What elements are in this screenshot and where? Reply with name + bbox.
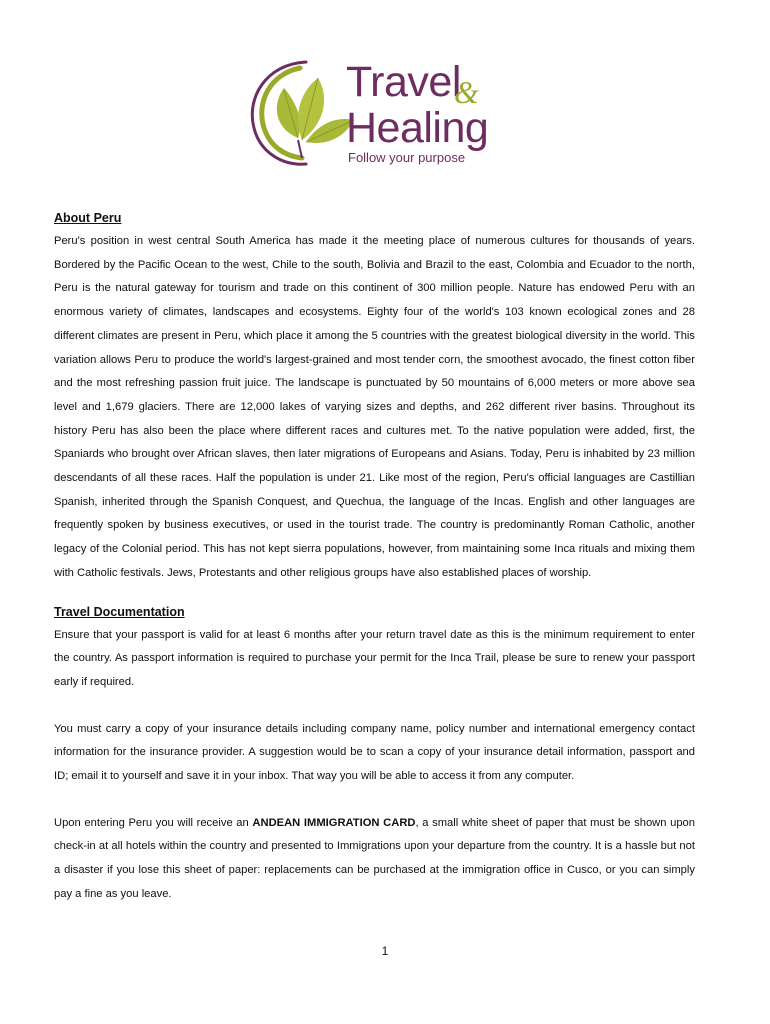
passport-paragraph: Ensure that your passport is valid for at least 6 months after your return travel date as this is the minimum requirement to enter the country. As passport information is required to purchase your permit for the Inca Trail, please be sure to renew your passport early if required.	[54, 628, 695, 688]
immigration-card-term: ANDEAN IMMIGRATION CARD	[252, 816, 416, 829]
about-peru-paragraph: Peru's position in west central South America has made it the meeting place of numerous cultures for thousands of years. Bordered by the Pacific Ocean to the west, Chile to the south, Bolivia and Brazil to the east, Colombia and Ecuador to the north, Peru is the natural gateway for tourism and trade on this continent of 300 million people. Nature has endowed Peru with an enormous variety of climates, landscapes and ecosystems. Eighty four of the world's 103 known ecological zones and 28 different climates are present in Peru, which place it among the 5 countries with the greatest biological diversity in the world. This variation allows Peru to produce the world's largest-grained and most tender corn, the smoothest avocado, the finest cotton fiber and the most refreshing passion fruit juice. The landscape is punctuated by 50 mountains of 6,000 meters or more above sea level and 1,679 glaciers. There are 12,000 lakes of varying sizes and depths, and 262 different river basins. Throughout its history Peru has also been the place where different races and cultures met. To the native population were added, first, the Spaniards who brought over African slaves, then later migrations of Europeans and Asians. Today, Peru is inhabited by 23 million descendants of all these races. Half the population is under 21. Like most of the region, Peru's official languages are Castillian Spanish, inherited through the Spanish Conquest, and Quechua, the language of the Incas. English and other languages are frequently spoken by business executives, or used in the tourist trade. The country is predominantly Roman Catholic, another legacy of the Colonial period. This has not kept sierra populations, however, from maintaining some Inca rituals and mixing them with Catholic festivals. Jews, Protestants and other religious groups have also established places of worship.	[54, 235, 695, 579]
section-heading-about-peru: About Peru	[54, 211, 122, 225]
logo-word-healing: Healing	[346, 104, 489, 152]
immigration-card-paragraph	[54, 812, 695, 907]
page-number: 1	[381, 944, 389, 958]
immigration-text-start: Upon entering Peru you will receive an	[54, 816, 253, 829]
insurance-paragraph: You must carry a copy of your insurance details including company name, policy number and international emergency contact information for the insurance provider. A suggestion would be to scan a copy of your insurance detail information, passport and ID; email it to yourself and save it in your inbox. That way you will be able to access it from any computer.	[54, 722, 695, 783]
logo-word-travel: Travel	[346, 58, 461, 106]
section-heading-travel-documentation: Travel Documentation	[54, 604, 185, 619]
immigration-text-end: , a small white sheet of paper that must be shown upon check-in at all hotels within the country and presented to Immigrations upon your departure from the country. It is a hassle but not a disaster if you lose this sheet of paper: replacements can be purchased at the immigration office in Cusco, or you can simply pay a fine as you leave.	[54, 816, 696, 900]
logo-ampersand: &	[454, 74, 479, 110]
logo-tagline: Follow your purpose	[348, 150, 466, 165]
travel-healing-logo	[244, 58, 506, 170]
document-body	[54, 206, 695, 907]
